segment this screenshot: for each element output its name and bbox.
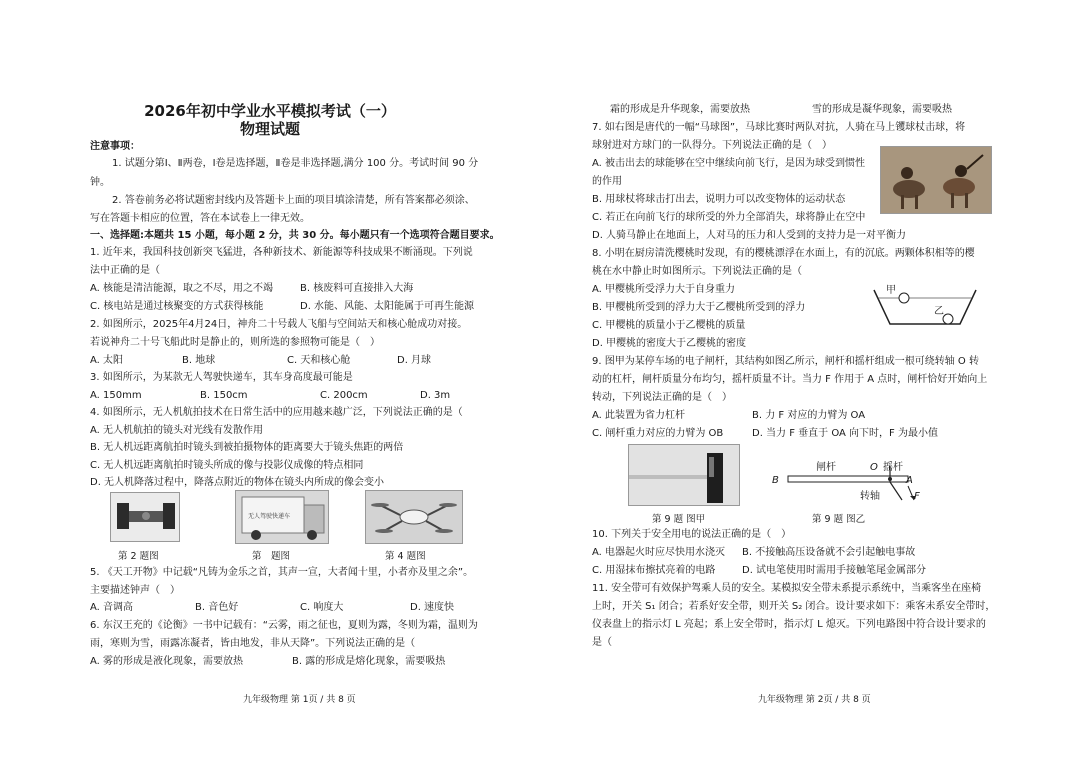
drone-image	[366, 491, 462, 543]
question-7-stem: 7. 如右图是唐代的一幅“马球图”，马球比赛时两队对抗，人骑在马上䦆球杖击球，将	[592, 122, 966, 133]
question-2-option-c: C. 天和核心舱	[287, 355, 351, 366]
question-9-stem: 9. 图甲为某停车场的电子闸杆，其结构如图乙所示，闸杆和摇杆组成一根可绕转轴 O 转	[592, 356, 979, 367]
question-11-stem-cont-3: 是（	[592, 637, 612, 648]
question-8-option-d: D. 甲樱桃的密度大于乙樱桃的密度	[592, 338, 747, 349]
question-5-option-c: C. 响度大	[300, 602, 344, 613]
question-8-stem: 8. 小明在厨房清洗樱桃时发现，有的樱桃漂浮在水面上，有的沉底。两颗体积相等的樱	[592, 248, 975, 259]
question-5-option-d: D. 速度快	[410, 602, 455, 613]
question-1-option-a: A. 核能是清洁能源，取之不尽，用之不竭	[90, 283, 274, 294]
question-9-stem-cont: 动的杠杆，闸杆质量分布均匀，摇杆质量不计。当力 F 作用于 A 点时，闸杆恰好开始向上	[592, 374, 988, 385]
question-10-option-c: C. 用湿抹布擦拭亮着的电路	[592, 565, 716, 576]
question-10-option-b: B. 不接触高压设备就不会引起触电事故	[742, 547, 916, 558]
question-5-option-b: B. 音色好	[195, 602, 239, 613]
question-11-stem-cont-2: 仪表盘上的指示灯 L 亮起；系上安全带时，指示灯 L 熄灭。下列电路图中符合设计要求的	[592, 619, 986, 630]
question-7-option-a: A. 被击出去的球能够在空中继续向前飞行，是因为球受到惯性	[592, 158, 866, 169]
page-2-footer: 九年级物理 第 2页 / 共 8 页	[758, 695, 871, 705]
question-8-stem-cont: 桃在水中静止时如图所示。下列说法正确的是（	[592, 266, 802, 277]
question-3-figure-caption: 第 题图	[252, 551, 291, 562]
question-7-option-c: C. 若正在向前飞行的球所受的外力全部消失，球将静止在空中	[592, 212, 866, 223]
question-9-option-b: B. 力 F 对应的力臂为 OA	[752, 410, 866, 421]
question-2-figure	[110, 492, 180, 542]
question-3-figure	[235, 490, 329, 544]
question-4-option-c: C. 无人机远距离航拍时镜头所成的像与投影仪成像的特点相同	[90, 460, 364, 471]
cherry-yi-label: 乙	[934, 306, 944, 317]
question-5-option-a: A. 音调高	[90, 602, 134, 613]
question-6-stem: 6. 东汉王充的《论衡》一书中记载有：“云雾，雨之征也，夏则为露，冬则为霜，温则为	[90, 620, 478, 631]
question-4-option-a: A. 无人机航拍的镜头对光线有发散作用	[90, 425, 264, 436]
question-3-option-b: B. 150cm	[200, 390, 248, 401]
gate-barrier-image	[629, 445, 739, 505]
lever-point-a-label: A	[906, 475, 913, 486]
question-11-stem: 11. 安全带可有效保护驾乘人员的安全。某模拟安全带未系提示系统中，当乘客坐在座椅	[592, 583, 982, 594]
question-1-stem: 1. 近年来，我国科技创新突飞猛进，各种新技术、新能源等科技成果不断涌现。下列说	[90, 247, 473, 258]
question-6-stem-cont: 雨，寒则为雪，雨露冻凝者，皆由地发，非从天降”。下列说法正确的是（	[90, 638, 416, 649]
question-7-option-a-cont: 的作用	[592, 176, 622, 187]
question-1-option-d: D. 水能、风能、太阳能属于可再生能源	[300, 301, 475, 312]
cherry-jia-label: 甲	[886, 285, 896, 296]
question-5-stem-cont: 主要描述钟声（ ）	[90, 585, 180, 596]
question-7-figure	[880, 146, 992, 214]
notice-item-2: 2. 答卷前务必将试题密封线内及答题卡上面的项目填涂清楚，所有答案都必须涂、	[112, 195, 475, 206]
lever-gate-arm-label: 闸杆	[816, 462, 836, 473]
polo-painting-image	[881, 147, 991, 213]
question-4-figure	[365, 490, 463, 544]
lever-rocker-label: 摇杆	[883, 462, 903, 473]
question-7-option-b: B. 用球杖将球击打出去，说明力可以改变物体的运动状态	[592, 194, 846, 205]
van-label: 无人驾驶快递车	[248, 513, 291, 520]
question-7-option-d: D. 人骑马静止在地面上，人对马的压力和人受到的支持力是一对平衡力	[592, 230, 907, 241]
question-10-option-d: D. 试电笔使用时需用手接触笔尾金属部分	[742, 565, 927, 576]
question-3-option-c: C. 200cm	[320, 390, 368, 401]
question-1-option-b: B. 核废料可直接排入大海	[300, 283, 414, 294]
lever-force-f-label: F	[914, 491, 920, 502]
exam-title: 2026年初中学业水平模拟考试（一）	[144, 102, 396, 120]
question-4-option-b: B. 无人机远距离航拍时镜头到被拍摄物体的距离要大于镜头焦距的两倍	[90, 442, 404, 453]
exam-page-2	[540, 0, 1080, 758]
question-5-stem: 5. 《天工开物》中记载“凡铸为金乐之首，其声一宣，大者闻十里，小者亦及里之余”。	[90, 567, 474, 578]
question-10-option-a: A. 电器起火时应尽快用水浇灭	[592, 547, 726, 558]
question-9-figure-a	[628, 444, 740, 506]
question-9-figure-a-caption: 第 9 题 图甲	[652, 514, 706, 525]
question-3-stem: 3. 如图所示，为某款无人驾驶快递车，其车身高度最可能是	[90, 372, 353, 383]
notice-item-1: 1. 试题分第Ⅰ、Ⅱ两卷，Ⅰ卷是选择题，Ⅱ卷是非选择题,满分 100 分。考试时间 90 分	[112, 158, 479, 169]
question-8-option-a: A. 甲樱桃所受浮力大于自身重力	[592, 284, 736, 295]
notice-item-2-cont: 写在答题卡相应的位置，答在本试卷上一律无效。	[90, 213, 310, 224]
question-3-option-a: A. 150mm	[90, 390, 142, 401]
question-9-option-a: A. 此装置为省力杠杆	[592, 410, 686, 421]
page-1-footer: 九年级物理 第 1页 / 共 8 页	[243, 695, 356, 705]
question-6-option-a: A. 雾的形成是液化现象，需要放热	[90, 656, 244, 667]
question-2-option-a: A. 太阳	[90, 355, 124, 366]
question-2-option-d: D. 月球	[397, 355, 432, 366]
lever-pivot-o-label: O	[870, 462, 878, 473]
question-1-option-c: C. 核电站是通过核聚变的方式获得核能	[90, 301, 264, 312]
question-8-option-c: C. 甲樱桃的质量小于乙樱桃的质量	[592, 320, 746, 331]
question-9-stem-cont-2: 转动，下列说法正确的是（ ）	[592, 392, 732, 403]
question-9-option-d: D. 当力 F 垂直于 OA 向下时，F 为最小值	[752, 428, 938, 439]
question-9-figure-b-caption: 第 9 题 图乙	[812, 514, 866, 525]
question-3-option-d: D. 3m	[420, 390, 451, 401]
question-6-option-d: 雪的形成是凝华现象，需要吸热	[812, 104, 952, 115]
question-9-option-c: C. 闸杆重力对应的力臂为 OB	[592, 428, 724, 439]
question-8-option-b: B. 甲樱桃所受到的浮力大于乙樱桃所受到的浮力	[592, 302, 806, 313]
section-choice-heading: 一、选择题:本题共 15 小题，每小题 2 分，共 30 分。每小题只有一个选项符合题目要求。	[90, 230, 500, 241]
question-6-option-c: 霜的形成是升华现象，需要放热	[610, 104, 750, 115]
question-6-option-b: B. 露的形成是熔化现象，需要吸热	[292, 656, 446, 667]
question-1-stem-cont: 法中正确的是（	[90, 265, 160, 276]
spacecraft-docking-image	[111, 493, 179, 541]
lever-axis-label: 转轴	[860, 491, 880, 502]
question-11-stem-cont: 上时，开关 S₁ 闭合；若系好安全带，则开关 S₂ 闭合。设计要求如下：乘客未系安全带时，	[592, 601, 996, 612]
notice-heading: 注意事项：	[90, 141, 140, 152]
question-4-stem: 4. 如图所示，无人机航拍技术在日常生活中的应用越来越广泛，下列说法正确的是（	[90, 407, 463, 418]
notice-item-1-cont: 钟。	[90, 177, 110, 188]
question-2-stem: 2. 如图所示，2025年4月24日，神舟二十号载人飞船与空间站天和核心舱成功对接。	[90, 319, 468, 330]
exam-subject-title: 物理试题	[239, 120, 300, 138]
question-10-stem: 10. 下列关于安全用电的说法正确的是（ ）	[592, 529, 792, 540]
question-4-option-d: D. 无人机降落过程中，降落点附近的物体在镜头内所成的像会变小	[90, 477, 385, 488]
question-2-option-b: B. 地球	[182, 355, 216, 366]
question-2-figure-caption: 第 2 题图	[118, 551, 159, 562]
question-7-stem-cont: 球射进对方球门的一队得分。下列说法正确的是（ ）	[592, 140, 832, 151]
question-2-stem-cont: 若说神舟二十号飞船此时是静止的，则所选的参照物可能是（ ）	[90, 337, 380, 348]
lever-point-b-label: B	[772, 475, 779, 486]
question-4-figure-caption: 第 4 题图	[385, 551, 426, 562]
